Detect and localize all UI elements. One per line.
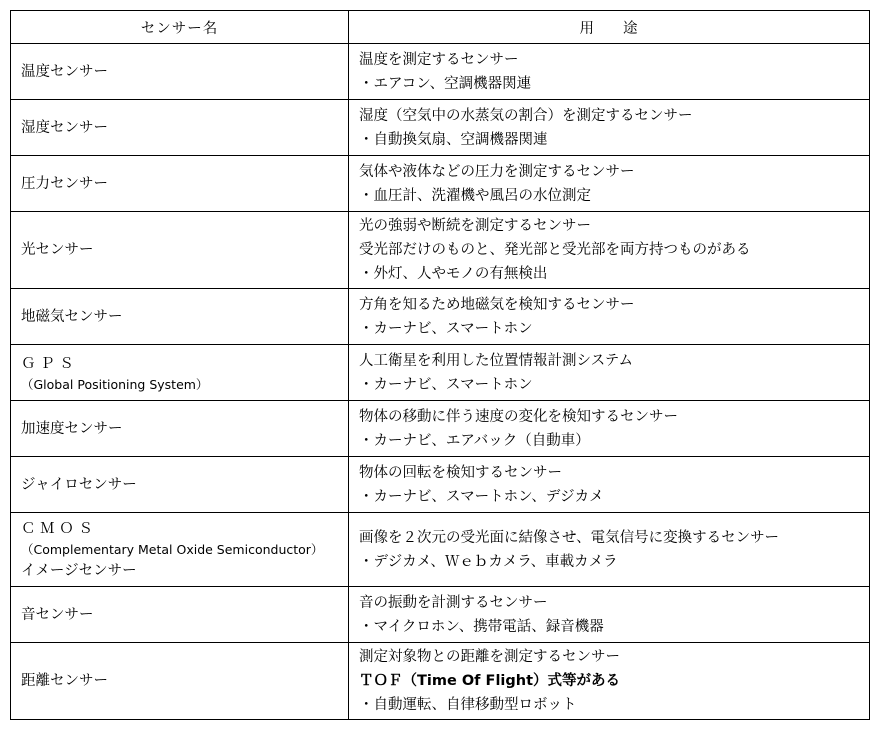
usage-cell: [349, 643, 870, 720]
usage-cell: [349, 513, 870, 587]
header-usage-char-2: 途: [623, 20, 639, 37]
sensor-name: 距離センサー: [21, 673, 108, 689]
usage-examples: ・カーナビ、スマートホン、デジカメ: [359, 488, 604, 505]
usage-examples: ・マイクロホン、携帯電話、録音機器: [359, 618, 604, 635]
usage-cell: [349, 156, 870, 212]
usage-description: 気体や液体などの圧力を測定するセンサー: [359, 163, 635, 180]
usage-cell: [349, 401, 870, 457]
sensor-name: Ｃ Ｍ Ｏ Ｓ: [21, 520, 93, 537]
sensor-name: 地磁気センサー: [21, 308, 123, 325]
table-row: [11, 457, 870, 513]
table-row: [11, 643, 870, 720]
sensor-name-cell: [11, 44, 349, 100]
table-row: [11, 587, 870, 643]
sensor-name-cell: [11, 643, 349, 720]
sensor-name-cell: [11, 100, 349, 156]
usage-cell: [349, 457, 870, 513]
usage-description: 測定対象物との距離を測定するセンサー: [359, 649, 620, 665]
header-row: [11, 11, 870, 44]
sensor-name-fullform: （Global Positioning System）: [21, 376, 209, 392]
usage-cell: [349, 44, 870, 100]
header-sensor-name: センサー名: [11, 11, 349, 44]
usage-cell: [349, 587, 870, 643]
sensor-name: 湿度センサー: [21, 119, 108, 136]
sensor-name-cell: [11, 289, 349, 345]
usage-description: 物体の移動に伴う速度の変化を検知するセンサー: [359, 408, 678, 425]
usage-examples: ・カーナビ、スマートホン: [359, 320, 533, 337]
usage-examples: ・エアコン、空調機器関連: [359, 75, 532, 92]
sensor-name-suffix: イメージセンサー: [21, 562, 137, 579]
table-row: [11, 401, 870, 457]
usage-examples: ・自動運転、自律移動型ロボット: [359, 697, 577, 713]
sensor-table: [10, 10, 870, 720]
usage-cell: [349, 100, 870, 156]
sensor-name: 温度センサー: [21, 63, 108, 80]
sensor-name: ジャイロセンサー: [21, 476, 137, 493]
usage-description: 音の振動を計測するセンサー: [359, 594, 548, 611]
table-row: [11, 156, 870, 212]
sensor-name-cell: [11, 212, 349, 289]
usage-examples: ・カーナビ、スマートホン: [359, 376, 533, 393]
usage-description: 物体の回転を検知するセンサー: [359, 464, 562, 481]
sensor-name: 圧力センサー: [21, 175, 108, 192]
table-row: [11, 513, 870, 587]
sensor-name: Ｇ Ｐ Ｓ: [21, 355, 74, 372]
usage-description: 人工衛星を利用した位置情報計測システム: [359, 352, 634, 369]
header-usage: [349, 11, 870, 44]
sensor-name-cell: [11, 345, 349, 401]
usage-description: 湿度（空気中の水蒸気の割合）を測定するセンサー: [359, 107, 693, 124]
usage-description: 画像を２次元の受光面に結像させ、電気信号に変換するセンサー: [359, 529, 780, 546]
sensor-name-cell: [11, 156, 349, 212]
usage-cell: [349, 289, 870, 345]
table-row: [11, 345, 870, 401]
sensor-name: 加速度センサー: [21, 420, 123, 437]
usage-description: 温度を測定するセンサー: [359, 51, 519, 68]
usage-cell: [349, 212, 870, 289]
header-usage-char-1: 用: [579, 20, 595, 37]
sensor-name: 音センサー: [21, 606, 94, 623]
usage-cell: [349, 345, 870, 401]
usage-examples: ・デジカメ、Ｗｅｂカメラ、車載カメラ: [359, 553, 618, 570]
sensor-name-cell: [11, 401, 349, 457]
usage-examples: ・外灯、人やモノの有無検出: [359, 266, 548, 282]
sensor-name-cell: [11, 457, 349, 513]
usage-examples: ・カーナビ、エアバック（自動車）: [359, 432, 590, 449]
table-row: [11, 289, 870, 345]
sensor-name-fullform: （Complementary Metal Oxide Semiconductor）: [21, 541, 324, 557]
usage-description-2: 受光部だけのものと、発光部と受光部を両方持つものがある: [359, 242, 751, 258]
usage-description: 方角を知るため地磁気を検知するセンサー: [359, 296, 635, 313]
usage-examples: ・自動換気扇、空調機器関連: [359, 131, 548, 148]
table-row: [11, 212, 870, 289]
table-row: [11, 44, 870, 100]
usage-description-2: ＴＯＦ（Time Of Flight）式等がある: [359, 673, 621, 689]
sensor-name-cell: [11, 587, 349, 643]
table-row: [11, 100, 870, 156]
usage-examples: ・血圧計、洗濯機や風呂の水位測定: [359, 187, 591, 204]
sensor-name: 光センサー: [21, 242, 94, 258]
usage-description: 光の強弱や断続を測定するセンサー: [359, 218, 591, 234]
sensor-name-cell: [11, 513, 349, 587]
